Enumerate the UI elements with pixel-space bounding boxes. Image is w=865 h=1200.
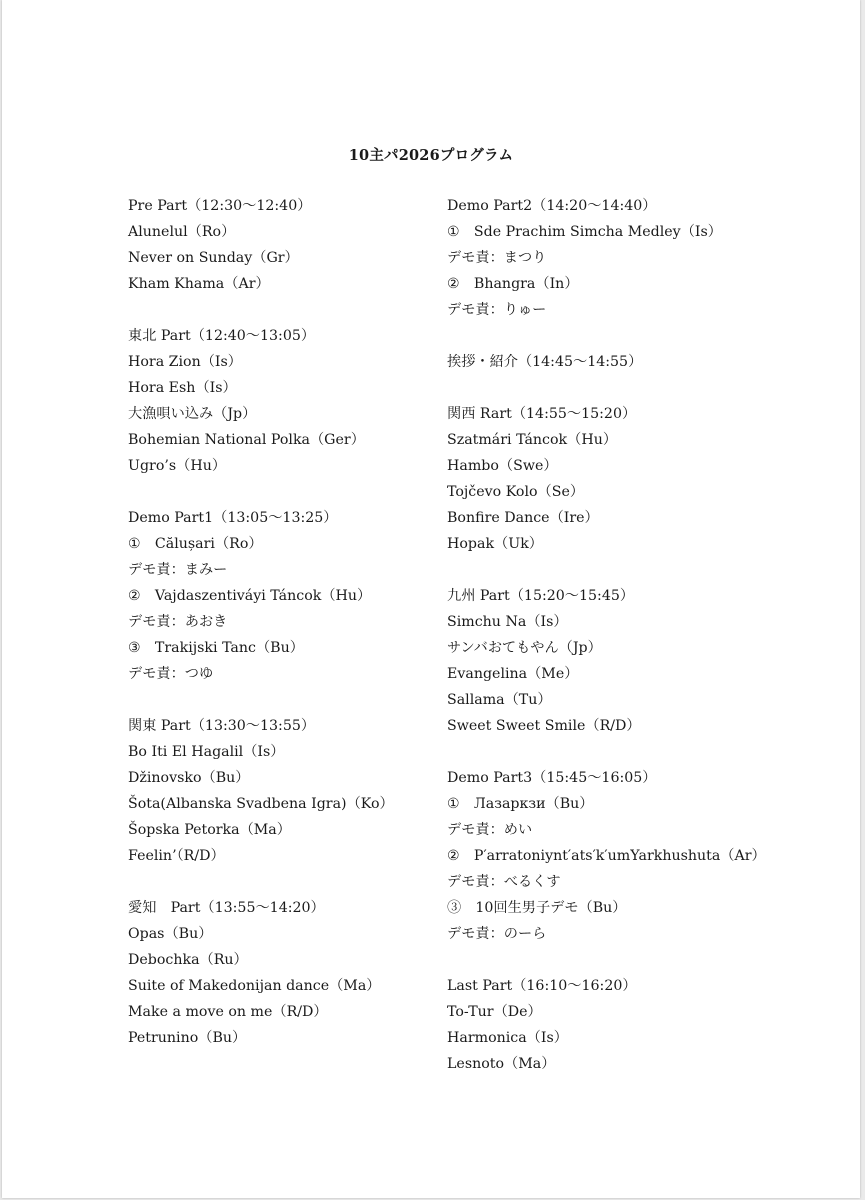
section-greeting bbox=[447, 349, 767, 375]
demo-lead: デモ責：めい bbox=[447, 822, 533, 838]
page-title: 10主パ2026プログラム bbox=[348, 147, 514, 164]
section-heading: Last Part（16:10〜16:20） bbox=[447, 978, 637, 994]
program-item: Harmonica（Is） bbox=[447, 1030, 568, 1046]
program-item: Sallama（Tu） bbox=[447, 692, 552, 708]
program-item: Simchu Na（Is） bbox=[447, 614, 568, 630]
program-page bbox=[2, 0, 860, 1198]
section-demo-part1 bbox=[128, 505, 448, 687]
program-item: Bonfire Dance（Ire） bbox=[447, 510, 599, 526]
program-item: Petrunino（Bu） bbox=[128, 1030, 247, 1046]
demo-item: ③ 10回生男子デモ（Bu） bbox=[447, 900, 627, 916]
program-item: Feelin’（R/D） bbox=[128, 848, 225, 864]
demo-lead: デモ責：りゅー bbox=[447, 302, 547, 318]
program-item: Tojčevo Kolo（Se） bbox=[447, 484, 585, 500]
section-heading: 挨拶・紹介（14:45〜14:55） bbox=[447, 354, 643, 370]
right-column bbox=[447, 193, 767, 1103]
program-item: Hopak（Uk） bbox=[447, 536, 543, 552]
program-item: Suite of Makedonijan dance（Ma） bbox=[128, 978, 381, 994]
program-item: Hora Esh（Is） bbox=[128, 380, 237, 396]
program-item: Ugro’s（Hu） bbox=[128, 458, 227, 474]
demo-lead: デモ責：あおき bbox=[128, 614, 228, 630]
demo-lead: デモ責：まつり bbox=[447, 250, 547, 266]
program-item: Never on Sunday（Gr） bbox=[128, 250, 299, 266]
program-item: 大漁唄い込み（Jp） bbox=[128, 406, 257, 422]
demo-lead: デモ責：つゆ bbox=[128, 666, 214, 682]
section-tohoku-part bbox=[128, 323, 448, 479]
demo-item: ③ Trakijski Tanc（Bu） bbox=[128, 640, 304, 656]
section-last-part bbox=[447, 973, 767, 1077]
program-item: Džinovsko（Bu） bbox=[128, 770, 250, 786]
section-demo-part3 bbox=[447, 765, 767, 947]
program-item: Alunelul（Ro） bbox=[128, 224, 236, 240]
program-item: Hora Zion（Is） bbox=[128, 354, 242, 370]
program-item: Bo Iti El Hagalil（Is） bbox=[128, 744, 285, 760]
demo-item: ② Bhangra（In） bbox=[447, 276, 579, 292]
section-heading: 愛知 Part（13:55〜14:20） bbox=[128, 900, 325, 916]
program-item: Hambo（Swe） bbox=[447, 458, 558, 474]
program-item: サンバおてもやん（Jp） bbox=[447, 640, 602, 656]
demo-item: ① Лазаркзи（Bu） bbox=[447, 796, 594, 812]
section-heading: Demo Part1（13:05〜13:25） bbox=[128, 510, 338, 526]
section-kyushu-part bbox=[447, 583, 767, 739]
program-item: Sweet Sweet Smile（R/D） bbox=[447, 718, 641, 734]
section-pre-part bbox=[128, 193, 448, 297]
section-kanto-part bbox=[128, 713, 448, 869]
demo-item: ① Sde Prachim Simcha Medley（Is） bbox=[447, 224, 722, 240]
section-demo-part2 bbox=[447, 193, 767, 323]
program-item: Opas（Bu） bbox=[128, 926, 213, 942]
left-column bbox=[128, 193, 448, 1077]
program-item: Kham Khama（Ar） bbox=[128, 276, 270, 292]
section-kansai-part bbox=[447, 401, 767, 557]
program-item: Šota(Albanska Svadbena Igra)（Ko） bbox=[128, 796, 394, 812]
demo-lead: デモ責：まみー bbox=[128, 562, 228, 578]
section-heading: Demo Part3（15:45〜16:05） bbox=[447, 770, 657, 786]
program-item: Debochka（Ru） bbox=[128, 952, 248, 968]
section-heading: 東北 Part（12:40〜13:05） bbox=[128, 328, 316, 344]
demo-item: ② P′arratoniynt′ats′k′umYarkhushuta（Ar） bbox=[447, 848, 766, 864]
program-item: Evangelina（Me） bbox=[447, 666, 579, 682]
program-item: Bohemian National Polka（Ger） bbox=[128, 432, 365, 448]
section-heading: 関東 Part（13:30〜13:55） bbox=[128, 718, 316, 734]
section-heading: 関西 Rart（14:55〜15:20） bbox=[447, 406, 637, 422]
section-aichi-part bbox=[128, 895, 448, 1051]
program-item: Lesnoto（Ma） bbox=[447, 1056, 556, 1072]
program-item: Szatmári Táncok（Hu） bbox=[447, 432, 618, 448]
program-item: Šopska Petorka（Ma） bbox=[128, 822, 291, 838]
section-heading: 九州 Part（15:20〜15:45） bbox=[447, 588, 635, 604]
demo-item: ① Călușari（Ro） bbox=[128, 536, 263, 552]
section-heading: Pre Part（12:30〜12:40） bbox=[128, 198, 312, 214]
demo-lead: デモ責：べるくす bbox=[447, 874, 561, 890]
section-heading: Demo Part2（14:20〜14:40） bbox=[447, 198, 657, 214]
program-item: To-Tur（De） bbox=[447, 1004, 542, 1020]
demo-item: ② Vajdaszentiváyi Táncok（Hu） bbox=[128, 588, 372, 604]
program-item: Make a move on me（R/D） bbox=[128, 1004, 328, 1020]
demo-lead: デモ責：のーら bbox=[447, 926, 547, 942]
